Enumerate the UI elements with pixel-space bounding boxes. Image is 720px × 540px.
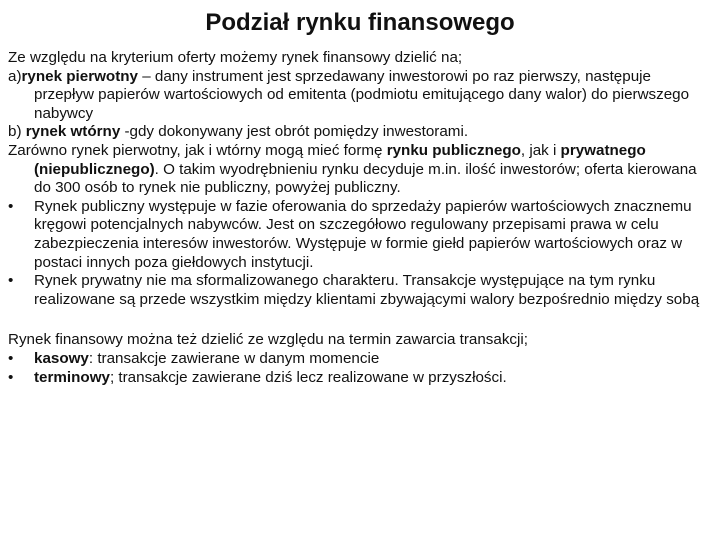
bullet-icon: • xyxy=(8,197,14,215)
section-gap xyxy=(8,309,712,331)
secondary-prefix: b) xyxy=(8,123,26,141)
bullet-icon: • xyxy=(8,272,14,290)
primary-term: rynek pierwotny xyxy=(21,67,138,85)
secondary-text: -gdy dokonywany jest obrót pomiędzy inwestorami. xyxy=(120,123,469,141)
forward-text: ; transakcje zawierane dziś lecz realizowane w przyszłości. xyxy=(109,368,507,386)
primary-prefix: a) xyxy=(8,67,22,85)
forms-part1: Zarówno rynek pierwotny, jak i wtórny mogą mieć formę xyxy=(8,141,387,159)
second-intro-text: Rynek finansowy można też dzielić ze względu na termin zawarcia transakcji; xyxy=(8,331,528,349)
primary-market-item xyxy=(8,68,712,124)
bullet-item-public-market xyxy=(8,198,712,272)
market-forms-paragraph xyxy=(8,142,712,198)
slide-body xyxy=(8,49,712,387)
secondary-market-item xyxy=(8,123,712,142)
bullet-item-forward xyxy=(8,369,712,388)
forms-part2: , jak i xyxy=(520,141,561,159)
intro-text: Ze względu na kryterium oferty możemy rynek finansowy dzielić na; xyxy=(8,49,463,66)
private-market-term: prywatnego (niepublicznego) xyxy=(34,141,646,178)
bullet-text: Rynek prywatny nie ma sformalizowanego charakteru. Transakcje występujące na tym rynku realizowane są przede wszystkim między klientami zbywającymi walory bezpośrednio między sobą xyxy=(34,272,700,308)
forward-term: terminowy xyxy=(34,368,110,386)
bullet-item-private-market xyxy=(8,272,712,309)
bullet-icon: • xyxy=(8,368,14,386)
public-market-term: rynku publicznego xyxy=(386,141,521,159)
cash-term: kasowy xyxy=(34,349,89,367)
slide-title: Podział rynku finansowego xyxy=(205,9,515,36)
forms-part3: . O takim wyodrębnieniu rynku decyduje m.in. ilość inwestorów; oferta kierowana do 300 osób to rynek nie publiczny, powyżej publiczny. xyxy=(34,160,697,197)
cash-text: : transakcje zawierane w danym momencie xyxy=(88,349,380,367)
primary-text: – dany instrument jest sprzedawany inwestorowi po raz pierwszy, następuje przepływ papierów wartościowych od emitenta (podmiotu emitującego dany walor) do pierwszego nabywcy xyxy=(34,67,690,122)
bullet-item-cash xyxy=(8,350,712,369)
secondary-term: rynek wtórny xyxy=(25,123,121,141)
bullet-icon: • xyxy=(8,349,14,367)
bullet-text: Rynek publiczny występuje w fazie oferowania do sprzedaży papierów wartościowych znacznemu kręgowi potencjalnych nabywców. Jest on szczegółowo regulowany przepisami prawa w celu zabezpieczenia interesów inwestorów. Występuje w formie giełd papierów wartościowych oraz w postaci innych poza giełdowych instytucji. xyxy=(34,197,692,271)
